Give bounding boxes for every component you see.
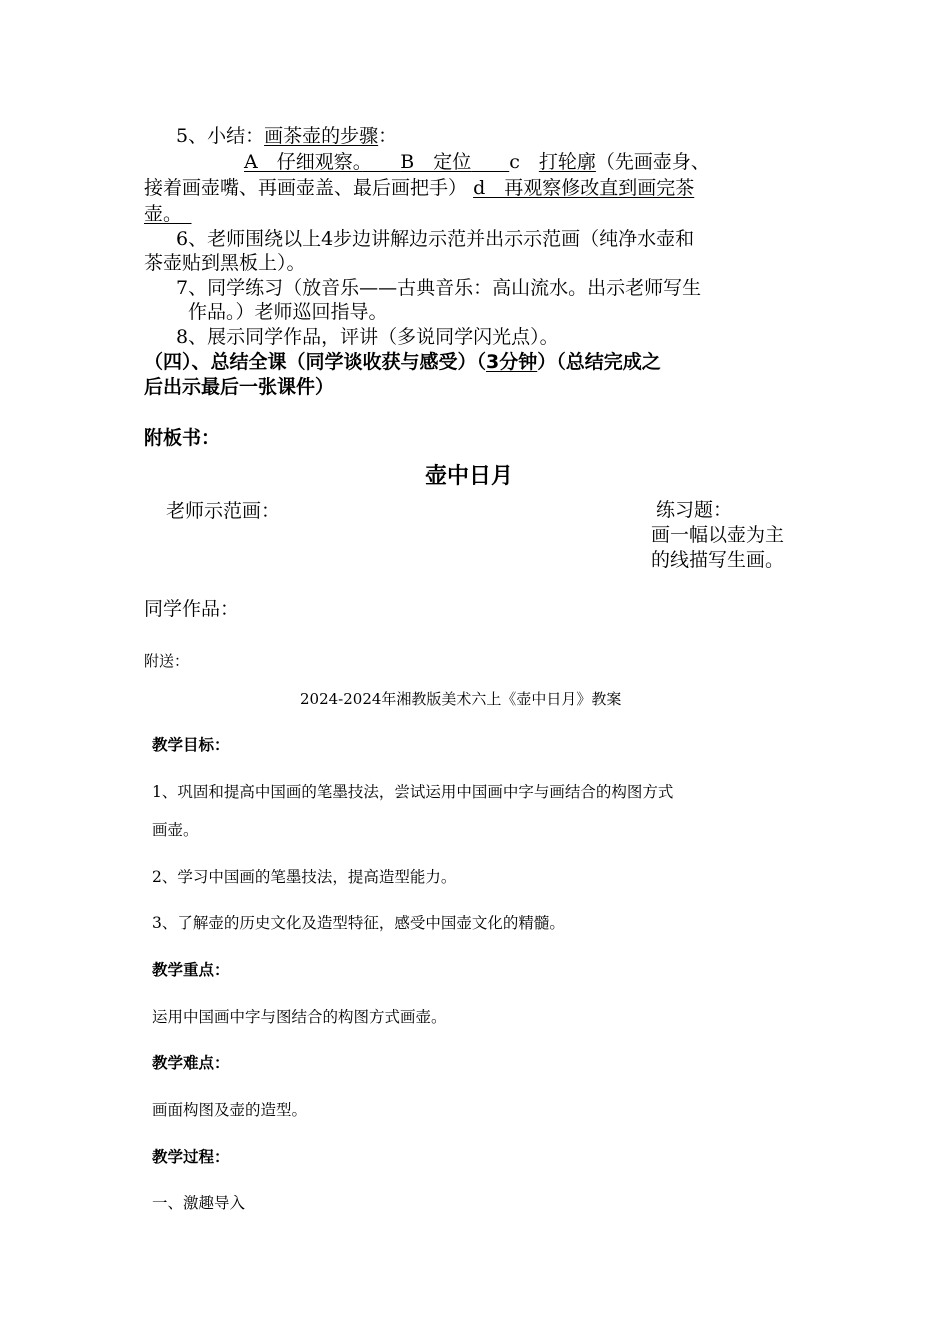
step-c: 打轮廓 [538,151,596,173]
step-7-line-2: 作品。）老师巡回指导。 [188,301,388,323]
goals-heading: 教学目标： [152,735,230,754]
exercise-line-2: 的线描写生画。 [651,549,785,571]
step-7-line-1: 7、同学练习（放音乐——古典音乐：高山流水。出示老师写生 [176,277,702,299]
step-6-line-1: 6、老师围绕以上4步边讲解边示范并出示示范画（纯净水壶和 [176,228,695,250]
key-points-text: 运用中国画中字与图结合的构图方式画壶。 [152,1008,447,1026]
step-8-line: 8、展示同学作品，评讲（多说同学闪光点）。 [176,326,559,348]
step-a: A 仔细观察。 [244,151,363,173]
step-b: B 定位 [400,151,472,173]
steps-line-2: 接着画壶嘴、再画壶盖、最后画把手） d 再观察修改直到画完茶 [144,177,695,199]
board-title: 壶中日月 [425,464,514,489]
goal-2: 2、学习中国画的笔墨技法，提高造型能力。 [152,868,457,886]
exercise-label: 练习题： [656,499,733,521]
steps-heading: 画茶壶的步骤 [264,125,379,147]
board-label: 附板书： [144,427,221,449]
key-points-heading: 教学重点： [152,960,230,979]
goal-1-line-2: 画壶。 [152,821,199,839]
goal-3: 3、了解壶的历史文化及造型特征，感受中国壶文化的精髓。 [152,914,565,932]
goal-1-line-1: 1、巩固和提高中国画的笔墨技法，尝试运用中国画中字与画结合的构图方式 [152,783,674,801]
exercise-line-1: 画一幅以壶为主 [651,524,785,546]
summary-section-line-2: 后出示最后一张课件） [144,376,335,398]
process-heading: 教学过程： [152,1147,230,1166]
difficulties-heading: 教学难点： [152,1053,230,1072]
lesson-plan-title: 2024-2024年湘教版美术六上《壶中日月》教案 [300,690,622,708]
student-work-label: 同学作品： [144,598,240,620]
step-6-line-2: 茶壶贴到黑板上）。 [144,252,306,274]
summary-line: 5、小结：画茶壶的步骤： [176,125,398,147]
appendix-label: 附送： [144,652,190,670]
step-d: d 再观察修改直到画完茶 [473,177,695,199]
summary-section-line-1: （四）、总结全课（同学谈收获与感受）（3分钟）（总结完成之 [144,351,661,373]
steps-line-1: A 仔细观察。 B 定位 c 打轮廓（先画壶身、 [244,151,710,173]
duration-label: 3分钟 [486,351,538,373]
process-step-1: 一、激趣导入 [152,1194,246,1212]
steps-line-3: 壶。 [144,203,173,225]
step-c-prefix: c [509,151,539,173]
teacher-demo-label: 老师示范画： [166,500,281,522]
difficulties-text: 画面构图及壶的造型。 [152,1101,308,1119]
